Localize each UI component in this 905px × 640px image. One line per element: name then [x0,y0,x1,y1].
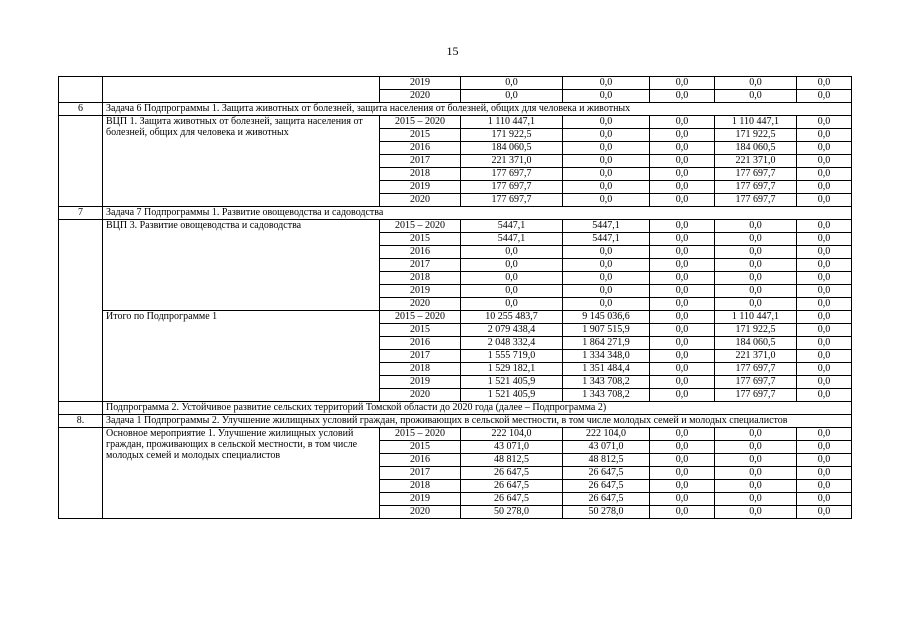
value-cell: 0,0 [797,129,852,142]
value-cell: 0,0 [797,272,852,285]
total-subprogram1: Итого по Подпрограмме 1 [103,311,380,402]
value-cell: 0,0 [650,233,715,246]
value-cell: 0,0 [715,285,797,298]
value-cell: 0,0 [650,363,715,376]
value-cell: 177 697,7 [715,376,797,389]
value-cell: 0,0 [650,467,715,480]
value-cell: 0,0 [461,77,563,90]
value-cell: 171 922,5 [715,129,797,142]
value-cell: 0,0 [650,506,715,519]
value-cell: 1 555 719,0 [461,350,563,363]
value-cell: 0,0 [715,454,797,467]
year-cell: 2015 – 2020 [380,428,461,441]
value-cell: 0,0 [461,285,563,298]
task-number: 7 [59,207,103,220]
value-cell: 0,0 [650,194,715,207]
year-cell: 2020 [380,90,461,103]
value-cell: 5447,1 [563,233,650,246]
value-cell: 26 647,5 [461,493,563,506]
value-cell: 1 529 182,1 [461,363,563,376]
year-cell: 2017 [380,155,461,168]
value-cell: 177 697,7 [715,363,797,376]
year-cell: 2017 [380,259,461,272]
value-cell: 0,0 [563,285,650,298]
value-cell: 0,0 [563,90,650,103]
year-cell: 2019 [380,181,461,194]
value-cell: 184 060,5 [715,142,797,155]
subprogram2-title: Подпрограмма 2. Устойчивое развитие сельских территорий Томской области до 2020 года (далее – Подпрограмма 2) [103,402,852,415]
value-cell: 0,0 [650,493,715,506]
value-cell: 0,0 [797,493,852,506]
year-cell: 2016 [380,454,461,467]
value-cell: 184 060,5 [461,142,563,155]
task8-title-row [59,415,852,428]
value-cell: 48 812,5 [563,454,650,467]
value-cell: 0,0 [650,129,715,142]
year-cell: 2018 [380,168,461,181]
value-cell: 0,0 [461,298,563,311]
value-cell: 0,0 [650,77,715,90]
value-cell: 0,0 [797,363,852,376]
year-cell: 2016 [380,337,461,350]
year-cell: 2015 [380,324,461,337]
value-cell: 0,0 [715,90,797,103]
value-cell: 0,0 [797,376,852,389]
value-cell: 0,0 [650,142,715,155]
value-cell: 177 697,7 [715,389,797,402]
value-cell: 0,0 [650,116,715,129]
value-cell: 0,0 [715,246,797,259]
year-cell: 2017 [380,350,461,363]
task6-title-row [59,103,852,116]
task7-item: ВЦП 3. Развитие овощеводства и садоводства [103,220,380,311]
value-cell: 0,0 [650,90,715,103]
year-cell: 2020 [380,389,461,402]
value-cell: 0,0 [461,272,563,285]
value-cell: 0,0 [797,194,852,207]
value-cell: 0,0 [715,259,797,272]
value-cell: 0,0 [797,90,852,103]
task-number: 8. [59,415,103,428]
value-cell: 1 334 348,0 [563,350,650,363]
value-cell: 222 104,0 [461,428,563,441]
year-cell: 2015 – 2020 [380,220,461,233]
value-cell: 0,0 [563,194,650,207]
budget-table [58,76,852,519]
value-cell: 0,0 [797,168,852,181]
value-cell: 26 647,5 [461,467,563,480]
task6-item: ВЦП 1. Защита животных от болезней, защита населения от болезней, общих для человека и животных [103,116,380,207]
empty-cell [59,77,103,103]
year-cell: 2018 [380,480,461,493]
value-cell: 221 371,0 [461,155,563,168]
value-cell: 2 079 438,4 [461,324,563,337]
value-cell: 0,0 [797,337,852,350]
value-cell: 0,0 [715,467,797,480]
value-cell: 0,0 [461,246,563,259]
value-cell: 0,0 [797,389,852,402]
value-cell: 50 278,0 [461,506,563,519]
value-cell: 0,0 [797,142,852,155]
value-cell: 0,0 [563,155,650,168]
empty-cell [59,116,103,207]
value-cell: 5447,1 [461,220,563,233]
value-cell: 0,0 [715,493,797,506]
value-cell: 0,0 [715,428,797,441]
value-cell: 2 048 332,4 [461,337,563,350]
value-cell: 222 104,0 [563,428,650,441]
empty-cell [59,220,103,402]
value-cell: 0,0 [650,454,715,467]
value-cell: 0,0 [715,298,797,311]
value-cell: 177 697,7 [461,194,563,207]
value-cell: 0,0 [650,246,715,259]
value-cell: 0,0 [650,376,715,389]
value-cell: 0,0 [650,155,715,168]
value-cell: 50 278,0 [563,506,650,519]
table-row [59,77,852,90]
value-cell: 0,0 [650,311,715,324]
task-title: Задача 6 Подпрограммы 1. Защита животных от болезней, защита населения от болезней, общих для человека и животных [103,103,852,116]
value-cell: 1 110 447,1 [715,116,797,129]
year-cell: 2018 [380,272,461,285]
year-cell: 2019 [380,376,461,389]
empty-cell [59,428,103,519]
value-cell: 0,0 [650,298,715,311]
value-cell: 0,0 [797,454,852,467]
value-cell: 0,0 [650,480,715,493]
value-cell: 1 907 515,9 [563,324,650,337]
value-cell: 0,0 [563,77,650,90]
value-cell: 0,0 [650,181,715,194]
year-cell: 2020 [380,506,461,519]
value-cell: 0,0 [650,285,715,298]
value-cell: 0,0 [797,77,852,90]
value-cell: 0,0 [650,324,715,337]
value-cell: 1 521 405,9 [461,376,563,389]
value-cell: 0,0 [797,259,852,272]
value-cell: 0,0 [650,259,715,272]
value-cell: 0,0 [650,389,715,402]
value-cell: 0,0 [650,350,715,363]
year-cell: 2020 [380,298,461,311]
value-cell: 0,0 [797,246,852,259]
value-cell: 0,0 [797,467,852,480]
value-cell: 0,0 [715,441,797,454]
value-cell: 26 647,5 [461,480,563,493]
year-cell: 2015 – 2020 [380,311,461,324]
value-cell: 1 351 484,4 [563,363,650,376]
value-cell: 221 371,0 [715,155,797,168]
value-cell: 0,0 [715,480,797,493]
value-cell: 177 697,7 [715,194,797,207]
value-cell: 43 071,0 [461,441,563,454]
value-cell: 0,0 [797,480,852,493]
task-number: 6 [59,103,103,116]
year-cell: 2015 – 2020 [380,116,461,129]
value-cell: 171 922,5 [715,324,797,337]
value-cell: 0,0 [461,90,563,103]
value-cell: 0,0 [797,155,852,168]
value-cell: 177 697,7 [715,181,797,194]
value-cell: 0,0 [715,77,797,90]
table-row [59,311,852,324]
value-cell: 0,0 [715,220,797,233]
value-cell: 0,0 [563,246,650,259]
value-cell: 0,0 [563,259,650,272]
value-cell: 0,0 [563,168,650,181]
subprogram2-title-row [59,402,852,415]
value-cell: 0,0 [650,272,715,285]
value-cell: 0,0 [650,220,715,233]
value-cell: 0,0 [797,233,852,246]
value-cell: 0,0 [715,272,797,285]
value-cell: 1 110 447,1 [461,116,563,129]
year-cell: 2019 [380,493,461,506]
value-cell: 1 110 447,1 [715,311,797,324]
task-title: Задача 7 Подпрограммы 1. Развитие овощеводства и садоводства [103,207,852,220]
year-cell: 2020 [380,194,461,207]
value-cell: 0,0 [650,441,715,454]
value-cell: 0,0 [563,272,650,285]
value-cell: 0,0 [461,259,563,272]
year-cell: 2016 [380,246,461,259]
year-cell: 2018 [380,363,461,376]
value-cell: 0,0 [797,350,852,363]
value-cell: 26 647,5 [563,493,650,506]
value-cell: 43 071,0 [563,441,650,454]
value-cell: 0,0 [797,285,852,298]
value-cell: 9 145 036,6 [563,311,650,324]
year-cell: 2019 [380,77,461,90]
year-cell: 2015 [380,233,461,246]
value-cell: 1 343 708,2 [563,376,650,389]
value-cell: 0,0 [563,129,650,142]
year-cell: 2016 [380,142,461,155]
value-cell: 0,0 [797,298,852,311]
value-cell: 0,0 [563,116,650,129]
value-cell: 5447,1 [563,220,650,233]
value-cell: 184 060,5 [715,337,797,350]
value-cell: 0,0 [650,337,715,350]
value-cell: 177 697,7 [461,168,563,181]
value-cell: 0,0 [563,298,650,311]
table-row [59,428,852,441]
task-title: Задача 1 Подпрограммы 2. Улучшение жилищных условий граждан, проживающих в сельской местности, в том числе молодых семей и молодых специалистов [103,415,852,428]
value-cell: 0,0 [563,142,650,155]
page-number: 15 [446,44,459,58]
value-cell: 0,0 [563,181,650,194]
value-cell: 177 697,7 [715,168,797,181]
value-cell: 171 922,5 [461,129,563,142]
task8-item: Основное мероприятие 1. Улучшение жилищных условий граждан, проживающих в сельской местности, в том числе молодых семей и молодых специалистов [103,428,380,519]
value-cell: 0,0 [797,181,852,194]
value-cell: 10 255 483,7 [461,311,563,324]
value-cell: 1 343 708,2 [563,389,650,402]
value-cell: 0,0 [650,428,715,441]
value-cell: 0,0 [715,233,797,246]
value-cell: 0,0 [797,441,852,454]
empty-cell [103,77,380,103]
value-cell: 0,0 [797,428,852,441]
value-cell: 26 647,5 [563,467,650,480]
value-cell: 1 864 271,9 [563,337,650,350]
value-cell: 0,0 [797,506,852,519]
year-cell: 2015 [380,441,461,454]
empty-cell [59,402,103,415]
value-cell: 221 371,0 [715,350,797,363]
value-cell: 1 521 405,9 [461,389,563,402]
value-cell: 177 697,7 [461,181,563,194]
year-cell: 2019 [380,285,461,298]
value-cell: 5447,1 [461,233,563,246]
value-cell: 0,0 [650,168,715,181]
table-row [59,116,852,129]
value-cell: 0,0 [797,116,852,129]
value-cell: 0,0 [715,506,797,519]
year-cell: 2015 [380,129,461,142]
value-cell: 26 647,5 [563,480,650,493]
value-cell: 0,0 [797,220,852,233]
value-cell: 0,0 [797,324,852,337]
year-cell: 2017 [380,467,461,480]
value-cell: 48 812,5 [461,454,563,467]
value-cell: 0,0 [797,311,852,324]
table-row [59,220,852,233]
task7-title-row [59,207,852,220]
